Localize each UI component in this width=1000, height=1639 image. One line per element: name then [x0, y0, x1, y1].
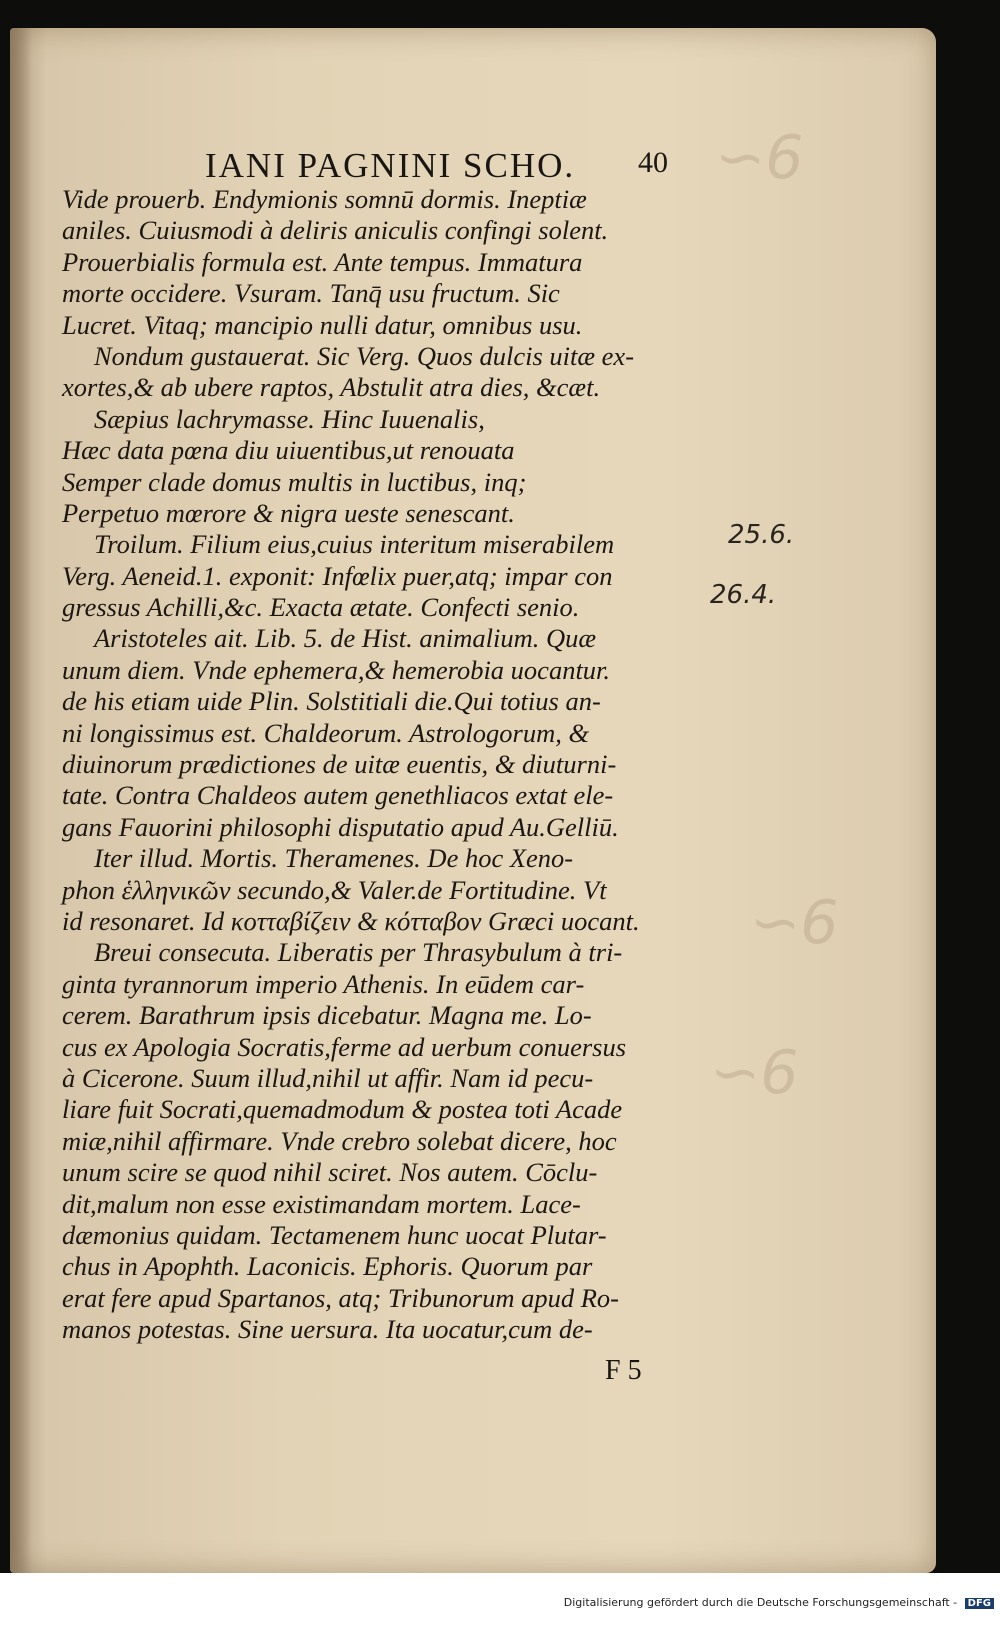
- text-line: dit,malum non esse existimandam mortem. Lace-: [62, 1188, 581, 1219]
- text-line: ni longissimus est. Chaldeorum. Astrologorum, &: [62, 717, 590, 748]
- handwritten-margin-note: 26.4.: [710, 580, 777, 610]
- text-line: cerem. Barathrum ipsis dicebatur. Magna me. Lo-: [62, 1000, 592, 1031]
- text-line: à Cicerone. Suum illud,nihil ut affir. Nam id pecu-: [62, 1062, 594, 1093]
- text-line: manos potestas. Sine uersura. Ita uocatur,cum de-: [62, 1314, 593, 1345]
- text-line: miæ,nihil affirmare. Vnde crebro solebat dicere, hoc: [62, 1125, 617, 1156]
- bleed-through-mark: ∽6: [715, 123, 804, 193]
- text-line: chus in Apophth. Laconicis. Ephoris. Quorum par: [62, 1251, 593, 1282]
- commentary-text: [62, 184, 782, 1345]
- text-line: ginta tyrannorum imperio Athenis. In eūdem car-: [62, 968, 585, 999]
- text-line: gans Fauorini philosophi disputatio apud Au.Gelliū.: [62, 811, 619, 842]
- book-page: [10, 28, 936, 1573]
- text-line: Verg. Aeneid.1. exponit: Infœlix puer,atq; impar con: [62, 560, 613, 591]
- text-line: unum scire se quod nihil sciret. Nos autem. Cōclu-: [62, 1157, 598, 1188]
- credit-text: Digitalisierung gefördert durch die Deutsche Forschungsgemeinschaft -: [563, 1596, 958, 1609]
- text-line: diuinorum prædictiones de uitæ euentis, & diuturni-: [62, 749, 617, 780]
- bleed-through-mark: ∽6: [750, 888, 839, 958]
- text-line: xortes,& ab ubere raptos, Abstulit atra dies, &cæt.: [62, 372, 601, 403]
- signature-mark: F 5: [605, 1355, 642, 1386]
- text-line: aniles. Cuiusmodi à deliris aniculis confingi solent.: [62, 215, 609, 246]
- text-line: Breui consecuta. Liberatis per Thrasybulum à tri-: [94, 937, 623, 968]
- text-line: Sæpius lachrymasse. Hinc Iuuenalis,: [94, 403, 485, 434]
- text-line: tate. Contra Chaldeos autem genethliacos extat ele-: [62, 780, 614, 811]
- text-line: unum diem. Vnde ephemera,& hemerobia uocantur.: [62, 654, 611, 685]
- text-line: phon ἑλληνικῶν secundo,& Valer.de Fortitudine. Vt: [62, 874, 607, 905]
- page-gutter-shadow: [10, 28, 32, 1573]
- text-line: Perpetuo mœrore & nigra ueste senescant.: [62, 497, 515, 528]
- dfg-logo: DFG: [965, 1598, 994, 1609]
- text-line: cus ex Apologia Socratis,ferme ad uerbum conuersus: [62, 1031, 627, 1062]
- text-line: id resonaret. Id κοτταβίζειν & κότταβον Græci uocant.: [62, 905, 640, 936]
- text-line: Iter illud. Mortis. Theramenes. De hoc Xeno-: [94, 843, 574, 874]
- text-line: erat fere apud Spartanos, atq; Tribunorum apud Ro-: [62, 1282, 619, 1313]
- page-header: [10, 146, 936, 186]
- text-line: Hæc data pœna diu uiuentibus,ut renouata: [62, 435, 515, 466]
- text-line: Nondum gustauerat. Sic Verg. Quos dulcis uitæ ex-: [94, 340, 635, 371]
- digitization-credit: [564, 1596, 994, 1609]
- text-line: morte occidere. Vsuram. Tanq̄ usu fructum. Sic: [62, 278, 560, 309]
- bleed-through-mark: ∽6: [710, 1038, 799, 1108]
- text-line: Troilum. Filium eius,cuius interitum miserabilem: [94, 529, 615, 560]
- page-footer: [10, 1355, 936, 1395]
- text-line: Vide prouerb. Endymionis somnū dormis. Ineptiæ: [62, 184, 587, 214]
- text-line: Lucret. Vitaq; mancipio nulli datur, omnibus usu.: [62, 309, 583, 340]
- text-line: Semper clade domus multis in luctibus, inq;: [62, 466, 527, 497]
- text-line: de his etiam uide Plin. Solstitiali die.Qui totius an-: [62, 686, 601, 717]
- text-line: Aristoteles ait. Lib. 5. de Hist. animalium. Quæ: [94, 623, 597, 654]
- running-title: IANI PAGNINI SCHO.: [205, 146, 576, 185]
- text-line: liare fuit Socrati,quemadmodum & postea toti Acade: [62, 1094, 623, 1125]
- handwritten-margin-note: 25.6.: [728, 520, 795, 550]
- text-line: gressus Achilli,&c. Exacta ætate. Confecti senio.: [62, 592, 580, 623]
- page-number: 40: [638, 146, 668, 179]
- text-line: Prouerbialis formula est. Ante tempus. Immatura: [62, 246, 583, 277]
- text-line: dæmonius quidam. Tectamenem hunc uocat Plutar-: [62, 1219, 607, 1250]
